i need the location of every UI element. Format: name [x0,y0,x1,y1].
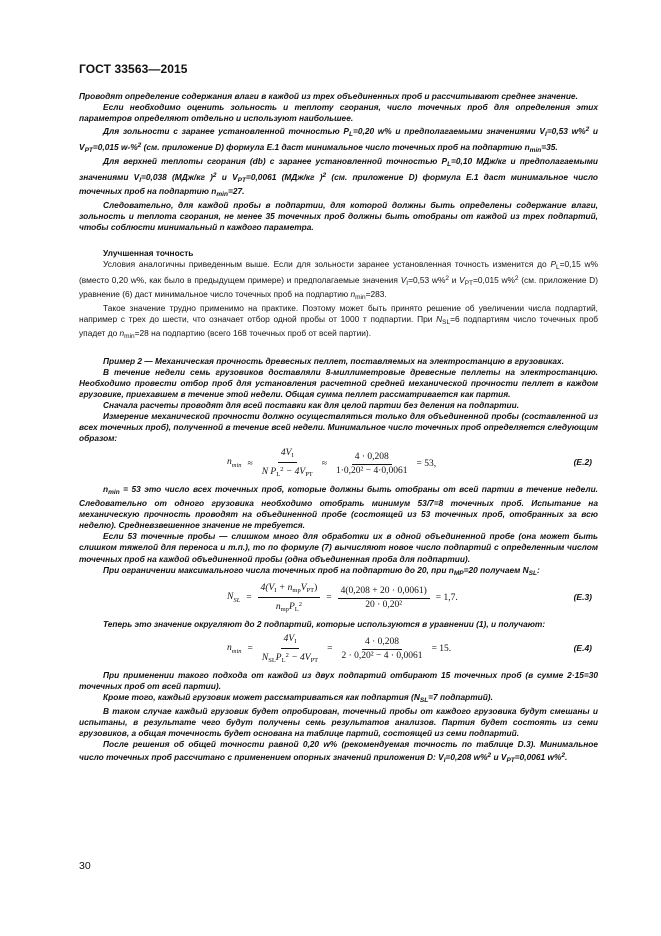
formula-e3-symbolic: $\frac{4(V_I + n_{mp}V_{PT})}{n_{mp}P_L^2}$ [258,583,321,615]
paragraph-final-precision: После решения об общей точности равной 0,20 w% (рекомендуемая точность по таблице D.3). Минимальное число точечных проб рассчитано с применением опорных значений приложения D: $V_I=0,208$ w%$^2$ и $V_{PT}=0,0061$ w%$^2$. [79,738,598,764]
paragraph-too-many: Если 53 точечные пробы — слишком много для обработки их в одной объединенной пробе (она может быть слишком тяжелой для переноса и т.п.), то по формуле (7) вычисляют новое число подпартий с определенным числом точечных проб на каждой объединенной пробы (одна объединенная проба для подпартии). [79,531,598,564]
paragraph-trucks: В течение недели семь грузовиков доставляли 8-миллиметровые древесные пеллеты на электростанцию. Необходимо провести отбор проб для установления расчетной средней механической прочности пеллет в каждом грузовике, приехавшем в течение этой недели. Общая сумма пеллет рассматривается как партия. [79,366,598,399]
paragraph-ash-precision: Для зольности с заранее установленной точностью $P_L=0,20$ w% и предполагаемыми значениями $V_I=0,53$ w%$^2$ и $V_{PT}=0,015$ w-%$^2$ (см. приложение D) формула Е.1 даст минимальное число точечных проб на подпартию $n_{min}=35$. [79,126,599,155]
paragraph-round-up: Теперь это значение округляют до 2 подпартий, которые используются в уравнении (1), и получают: [103,618,546,629]
paragraph-conclusion: Следовательно, для каждой пробы в подпартии, для которой должны быть определены содержание влаги, зольность и теплота сгорания, не менее 35 точечных проб должны быть отобраны от каждой из трех подпартий, чтобы соблюсти минимальный n каждого параметра. [79,200,598,233]
formula-e3-number: (E.3) [573,591,592,602]
heading-improved-precision: Улучшенная точность [103,247,194,258]
formula-e4: $n_{min}$ = $\frac{4V_I}{N_{SL}P_L^2 - 4V_{PT}}$ = $\frac{4 \cdot 0,208}{\text{2 · 0,20² − 4 · 0,0061}}$ = 15. (E.4) [79,632,598,668]
formula-e3-numeric: $\frac{4(0,208 + 20 \cdot 0,0061)}{\text{20 · 0,20²}}$ [338,586,430,611]
paragraph-ash-heat: Если необходимо оценить зольность и теплоту сгорания, число точечных проб для определения этих параметров определяют отдельно и используют наибольшее. [79,102,598,124]
formula-e4-numeric: $\frac{4 \cdot 0,208}{\text{2 · 0,20² − 4 · 0,0061}}$ [341,637,423,662]
formula-e4-symbolic: $\frac{4V_I}{N_{SL}P_L^2 - 4V_{PT}}$ [261,633,319,664]
paragraph-nmin-53: $n_{min} = 53$ это число всех точечных проб, которые должны быть отобраны от всей партии в течение недели. Следовательно от одного грузовика необходимо отобрать минимум 53/7=8 точечных проб. Испытание на механическую прочность проводят на объединенной пробе (состоящей из 53 точечных проб, отобранных за всю неделю). Средневзвешенное значение не требуется. [79,484,598,531]
paragraph-strength-measure: Измерение механической прочности должно осуществляться только для объединенной пробы (составленной из всех точечных проб), полученной в течение всей недели. Минимальное число точечных проб определяется следующим образом: [79,411,598,444]
formula-e2-number: (E.2) [573,457,592,468]
paragraph-each-truck: Кроме того, каждый грузовик может рассматриваться как подпартия ($N_{SL}=7$ подпартий). [103,691,493,704]
page-content [79,91,598,766]
paragraph-two-subbatches: При применении такого подхода от каждой из двух подпартий отбирают 15 точечных проб (в сумме 2·15=30 точечных проб от всей партии). [79,669,598,691]
paragraph-first-calc: Сначала расчеты проводят для всей поставки как для целой партии без деления на подпартии. [103,400,520,411]
formula-e4-number: (E.4) [573,642,592,653]
page-number: 30 [79,860,91,872]
paragraph-moisture: Проводят определение содержания влаги в каждой из трех объединенных проб и рассчитывают среднее значение. [79,91,578,101]
formula-e2-numeric: $\frac{4 \cdot 0,208}{\text{1·0,20² − 4·0,0061}}$ [336,451,408,476]
paragraph-example-2: Пример 2 — Механическая прочность древесных пеллет, поставляемых на электростанцию в грузовиках. [103,355,565,366]
document-header: ГОСТ 33563—2015 [79,62,188,76]
formula-e2-symbolic: $\frac{4V_I}{N P_L^2 - 4V_{PT}}$ [261,448,313,479]
paragraph-limit-20: При ограничении максимального числа точечных проб на подпартию до 20, при $n_{MP}=20$ получаем $N_{SL}$: [103,564,540,577]
paragraph-seven-results: В таком случае каждый грузовик будет опробирован, точечный пробы от каждого грузовика будут смешаны и испытаны, в результате чего будут получены семь результатов анализов. Партия будет состоять из семи грузовиков, а общая точечность будет основана на таблице партий, состоящей из семи подпартий. [79,705,598,738]
formula-e2: $n_{min}$ ≈ $\frac{4V_I}{N P_L^2 - 4V_{PT}}$ ≈ $\frac{4 \cdot 0,208}{\text{1·0,20² − 4·0,0061}}$ = 53, (E.2) [79,446,598,482]
paragraph-calorific: Для верхней теплоты сгорания (db) с заранее установленной точностью $P_L=0,10$ МДж/кг и предполагаемыми значениями $V_I=0,038$ (МДж/кг )$^2$ и $V_{PT}=0,0061$ (МДж/кг )$^2$ (см. приложение D) формула Е.1 даст минимальное число точечных проб на подпартию $n_{min}=27$. [79,156,599,199]
paragraph-improved-2: Такое значение трудно применимо на практике. Поэтому может быть принято решение об увеличении числа подпартий, например с трех до шести, что означает отбор одной пробы от 1000 т подпартии. При $N_{SL}=6$ подпартиям число точечных проб упадет до $n_{min}=28$ на подпартию (всего 168 точечных проб от всей партии). [79,302,598,340]
formula-e2-lhs: $n_{min}$ [227,457,242,470]
formula-e3: $N_{SL}$ = $\frac{4(V_I + n_{mp}V_{PT})}{n_{mp}P_L^2}$ = $\frac{4(0,208 + 20 \cdot 0,0061)}{\text{20 · 0,20²}}$ = 1,7. (E.3) [79,581,598,617]
paragraph-improved-1: Условия аналогичны приведенным выше. Если для зольности заранее установленная точность изменится до $P_L=0,15$ w% (вместо 0,20 w%, как было в предыдущем примере) и предполагаемые значения $V_I=0,53$ w%$^2$ и $V_{PT}=0,015$ w%$^2$ (см. приложение D) уравнение (6) даст минимальное число точечных проб на подпартию $n_{min}=283$. [79,258,599,301]
